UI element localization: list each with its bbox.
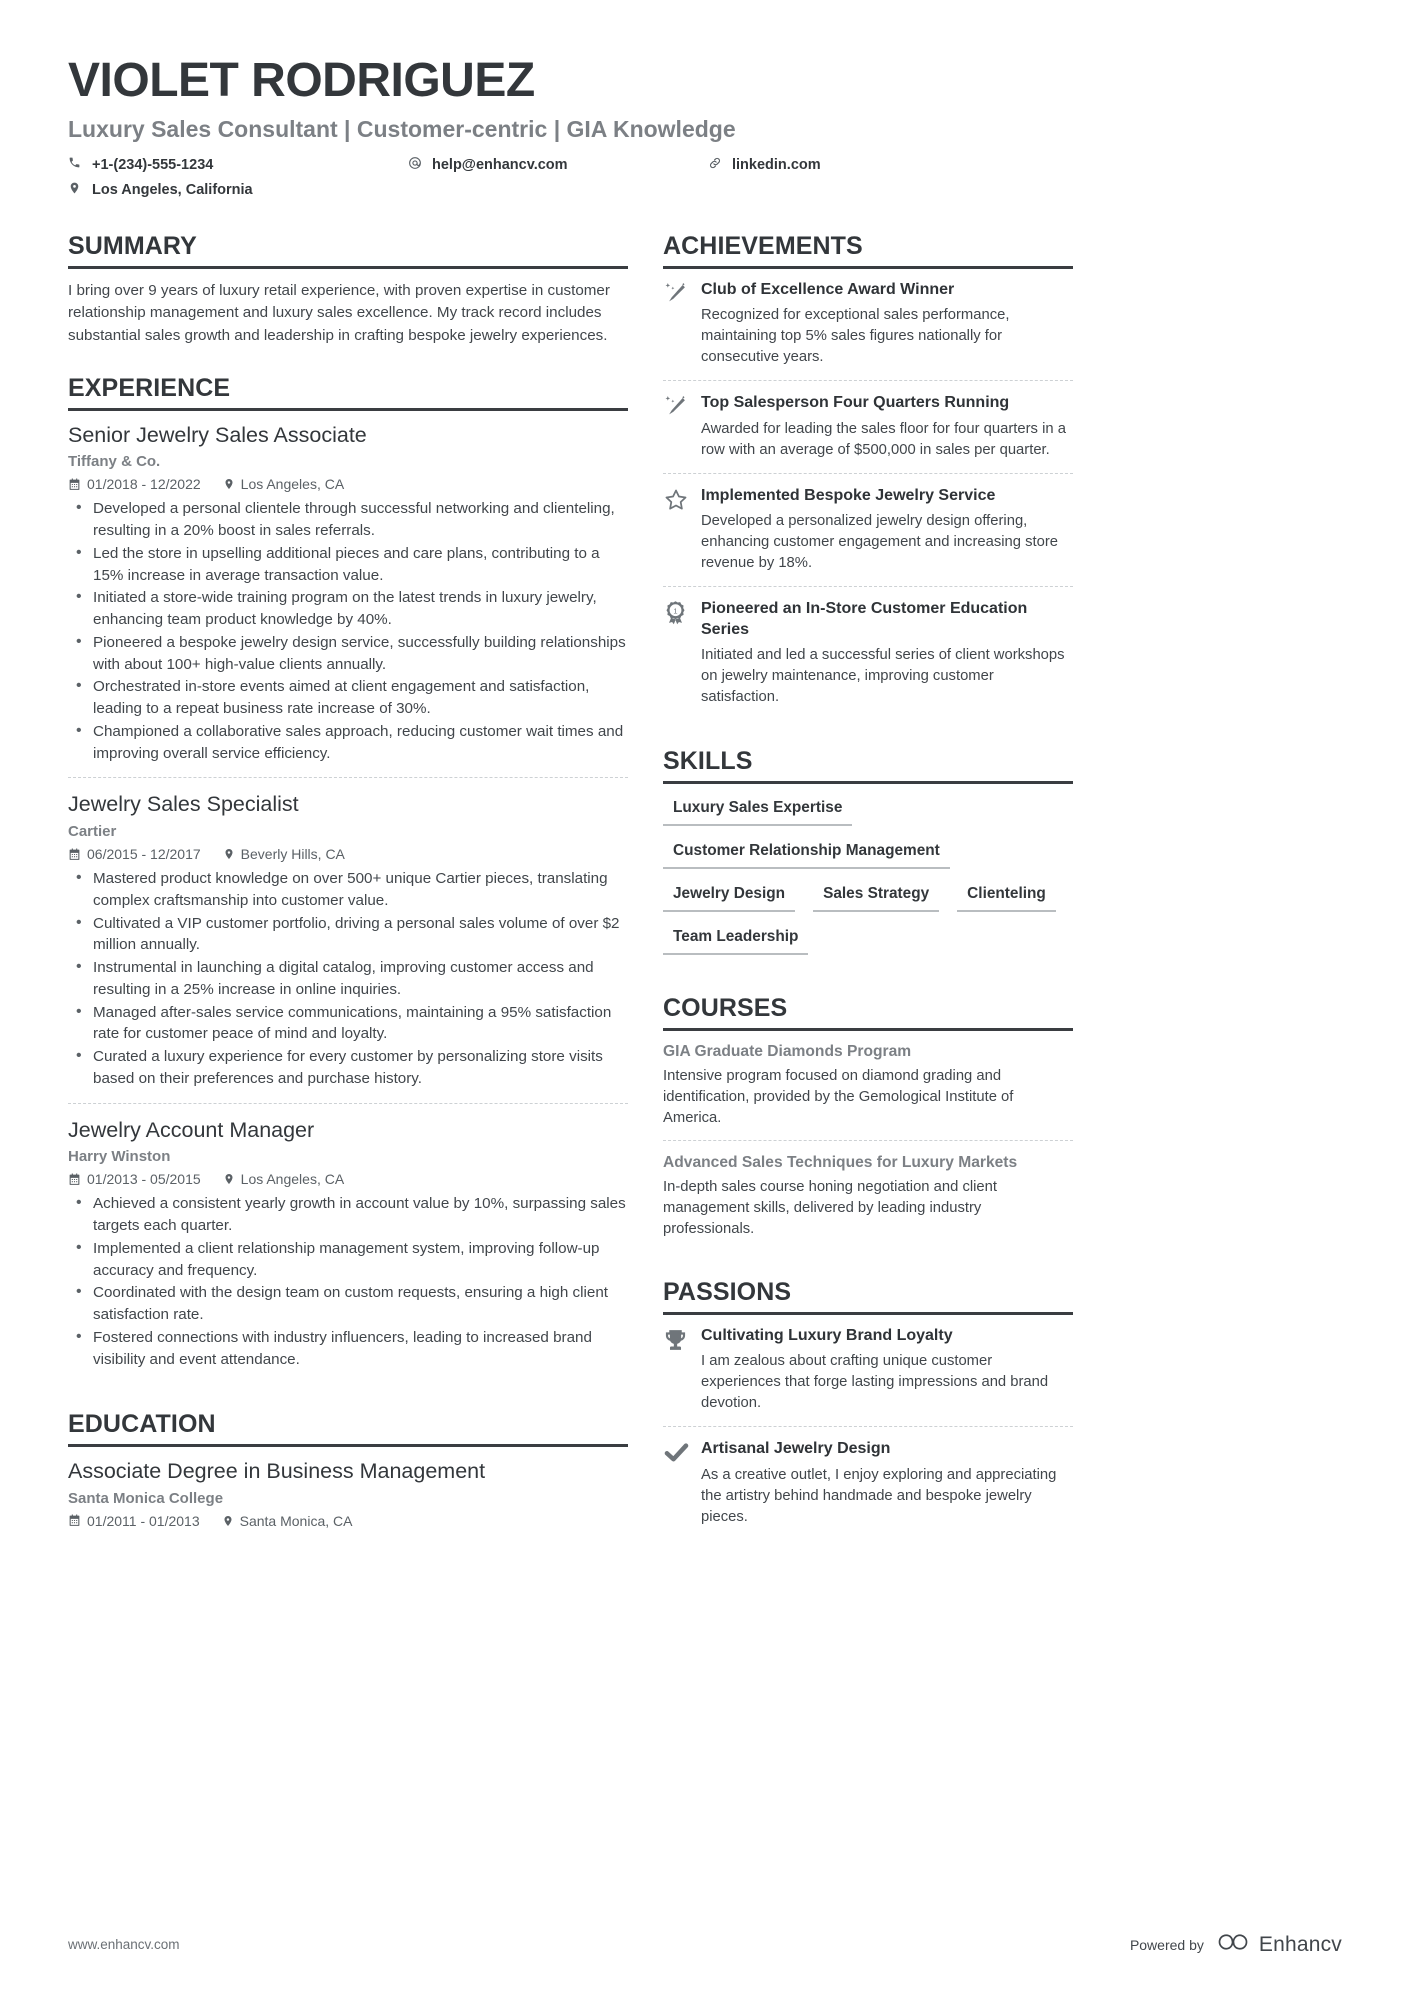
skills-section-title: SKILLS xyxy=(663,747,1073,784)
education-school: Santa Monica College xyxy=(68,1489,224,1507)
list-item: • Cultivated a VIP customer portfolio, driving a personal sales volume of over $2 million annually. xyxy=(68,913,628,956)
course-item xyxy=(663,1042,1073,1140)
section-skills xyxy=(663,747,1073,967)
email-icon xyxy=(408,155,425,170)
check-icon xyxy=(663,1439,701,1527)
experience-role: Senior Jewelry Sales Associate xyxy=(68,422,367,447)
course-description: In-depth sales course honing negotiation and client management skills, delivered by leading industry professionals. xyxy=(663,1179,997,1238)
experience-entry xyxy=(68,777,628,1102)
education-list xyxy=(68,1458,628,1541)
skill-tag: Customer Relationship Management xyxy=(663,838,950,869)
resume-header xyxy=(68,55,1342,206)
footer-brand-area xyxy=(1130,1931,1342,1958)
section-achievements xyxy=(663,232,1073,720)
list-item: • Achieved a consistent yearly growth in account value by 10%, surpassing sales targets each quarter. xyxy=(68,1193,628,1236)
achievement-item xyxy=(663,380,1073,472)
list-item: • Managed after-sales service communications, maintaining a 95% satisfaction rate for customer peace of mind and loyalty. xyxy=(68,1002,628,1045)
list-item: • Pioneered a bespoke jewelry design service, successfully building relationships with about 100+ high-value clients annually. xyxy=(68,632,628,675)
passion-body xyxy=(701,1326,1073,1414)
contact-linkedin[interactable] xyxy=(708,155,988,177)
education-location xyxy=(222,1513,353,1529)
professional-headline: Luxury Sales Consultant | Customer-centric | GIA Knowledge xyxy=(68,115,736,142)
magic-wand-icon xyxy=(663,393,701,460)
passion-body xyxy=(701,1439,1073,1527)
contact-phone-value: +1-(234)-555-1234 xyxy=(92,156,214,173)
skill-tag: Sales Strategy xyxy=(813,881,939,912)
list-item: • Led the store in upselling additional pieces and care plans, contributing to a 15% increase in average transaction value. xyxy=(68,543,628,586)
education-section-title: EDUCATION xyxy=(68,1410,628,1447)
course-title: GIA Graduate Diamonds Program xyxy=(663,1042,912,1060)
experience-dates-value: 01/2013 - 05/2015 xyxy=(87,1171,201,1188)
achievement-title: Club of Excellence Award Winner xyxy=(701,280,955,298)
section-courses xyxy=(663,994,1073,1251)
list-item: • Mastered product knowledge on over 500+ unique Cartier pieces, translating complex craftsmanship into customer value. xyxy=(68,868,628,911)
experience-bullets xyxy=(68,1193,628,1370)
experience-location xyxy=(223,476,345,492)
right-column xyxy=(663,232,1073,1545)
achievement-item xyxy=(663,473,1073,586)
link-icon xyxy=(708,155,725,170)
summary-section-title: SUMMARY xyxy=(68,232,628,269)
education-degree: Associate Degree in Business Management xyxy=(68,1459,486,1484)
star-icon xyxy=(663,486,701,574)
calendar-icon xyxy=(68,848,81,861)
experience-location xyxy=(223,1171,345,1187)
experience-dates xyxy=(68,1171,201,1187)
contact-location-value: Los Angeles, California xyxy=(92,182,253,199)
calendar-icon xyxy=(68,1514,81,1527)
experience-dates-value: 01/2018 - 12/2022 xyxy=(87,476,201,493)
section-education xyxy=(68,1410,628,1541)
experience-section-title: EXPERIENCE xyxy=(68,374,628,411)
phone-icon xyxy=(68,155,85,169)
list-item: • Fostered connections with industry influencers, leading to increased brand visibility and event attendance. xyxy=(68,1327,628,1370)
list-item: • Instrumental in launching a digital catalog, improving customer access and resulting in a 25% increase in online inquiries. xyxy=(68,957,628,1000)
achievement-title: Implemented Bespoke Jewelry Service xyxy=(701,486,996,504)
achievement-body xyxy=(701,599,1073,708)
skill-tag: Luxury Sales Expertise xyxy=(663,795,852,826)
list-item: • Curated a luxury experience for every customer by personalizing store visits based on their preferences and purchase history. xyxy=(68,1046,628,1089)
achievement-item xyxy=(663,586,1073,720)
summary-text: I bring over 9 years of luxury retail experience, with proven expertise in customer relationship management and luxury sales excellence. My track record includes substantial sales growth and leadership in crafting bespoke jewelry experiences. xyxy=(68,281,610,344)
skill-tag: Clienteling xyxy=(957,881,1056,912)
courses-list xyxy=(663,1042,1073,1252)
contact-email-value: help@enhancv.com xyxy=(432,156,568,173)
course-title: Advanced Sales Techniques for Luxury Markets xyxy=(663,1153,1018,1171)
experience-list xyxy=(68,422,628,1384)
contact-linkedin-value: linkedin.com xyxy=(732,156,821,173)
courses-section-title: COURSES xyxy=(663,994,1073,1031)
course-item xyxy=(663,1140,1073,1251)
passion-description: I am zealous about crafting unique customer experiences that forge lasting impressions and brand devotion. xyxy=(701,1353,1049,1412)
achievement-body xyxy=(701,280,1073,368)
location-icon xyxy=(223,847,235,861)
magic-wand-icon xyxy=(663,280,701,368)
education-dates-value: 01/2011 - 01/2013 xyxy=(87,1512,200,1529)
experience-company: Cartier xyxy=(68,823,117,841)
experience-bullets xyxy=(68,498,628,764)
experience-entry xyxy=(68,422,628,778)
experience-meta xyxy=(68,476,628,492)
experience-company: Harry Winston xyxy=(68,1148,171,1166)
experience-location-value: Los Angeles, CA xyxy=(240,476,345,493)
trophy-icon xyxy=(663,1326,701,1414)
powered-by-label: Powered by xyxy=(1129,1936,1204,1953)
list-item: • Championed a collaborative sales approach, reducing customer wait times and improving overall service efficiency. xyxy=(68,721,628,764)
achievement-title: Top Salesperson Four Quarters Running xyxy=(701,394,1010,412)
achievement-body xyxy=(701,486,1073,574)
left-column xyxy=(68,232,663,1545)
enhancv-brand-name: Enhancv xyxy=(1258,1932,1342,1956)
skill-tag: Team Leadership xyxy=(663,924,808,955)
contact-email[interactable] xyxy=(408,155,708,177)
list-item: • Implemented a client relationship management system, improving follow-up accuracy and frequency. xyxy=(68,1238,628,1281)
list-item: • Orchestrated in-store events aimed at client engagement and satisfaction, leading to a repeat business rate increase of 30%. xyxy=(68,676,628,719)
location-icon xyxy=(223,1172,235,1186)
experience-company: Tiffany & Co. xyxy=(68,453,161,471)
passions-list xyxy=(663,1326,1073,1540)
education-dates xyxy=(68,1513,200,1529)
experience-dates xyxy=(68,846,201,862)
list-item: • Initiated a store-wide training program on the latest trends in luxury jewelry, enhancing team product knowledge by 40%. xyxy=(68,587,628,630)
achievement-item xyxy=(663,280,1073,380)
contact-info xyxy=(68,155,1028,207)
achievements-section-title: ACHIEVEMENTS xyxy=(663,232,1073,269)
achievement-description: Developed a personalized jewelry design offering, enhancing customer engagement and increasing store revenue by 18%. xyxy=(701,513,1058,572)
enhancv-brand xyxy=(1215,1931,1342,1958)
experience-dates-value: 06/2015 - 12/2017 xyxy=(87,846,201,863)
achievement-body xyxy=(701,393,1073,460)
passion-item xyxy=(663,1326,1073,1426)
experience-location-value: Beverly Hills, CA xyxy=(240,846,345,863)
section-summary xyxy=(68,232,628,347)
experience-meta xyxy=(68,1171,628,1187)
contact-phone[interactable] xyxy=(68,155,408,177)
achievement-title: Pioneered an In-Store Customer Education Series xyxy=(701,600,1028,638)
footer-url[interactable]: www.enhancv.com xyxy=(68,1937,180,1952)
education-location-value: Santa Monica, CA xyxy=(239,1512,353,1529)
experience-bullets xyxy=(68,868,628,1089)
calendar-icon xyxy=(68,1173,81,1186)
location-icon xyxy=(223,477,235,491)
skill-tag: Jewelry Design xyxy=(663,881,795,912)
list-item: • Coordinated with the design team on custom requests, ensuring a high client satisfaction rate. xyxy=(68,1282,628,1325)
contact-location xyxy=(68,180,408,202)
page-footer xyxy=(68,1931,1342,1958)
passion-description: As a creative outlet, I enjoy exploring and appreciating the artistry behind handmade and bespoke jewelry pieces. xyxy=(701,1466,1057,1525)
achievements-list xyxy=(663,280,1073,720)
achievement-description: Awarded for leading the sales floor for four quarters in a row with an average of $500,000 in sales per quarter. xyxy=(701,420,1066,458)
passion-item xyxy=(663,1426,1073,1539)
section-passions xyxy=(663,1278,1073,1540)
passions-section-title: PASSIONS xyxy=(663,1278,1073,1315)
enhancv-logo-icon xyxy=(1215,1931,1251,1958)
calendar-icon xyxy=(68,478,81,491)
experience-entry xyxy=(68,1103,628,1384)
list-item: • Developed a personal clientele through successful networking and clienteling, resulting in a 20% boost in sales referrals. xyxy=(68,498,628,541)
svg-text:1: 1 xyxy=(673,606,678,616)
passion-title: Artisanal Jewelry Design xyxy=(701,1440,891,1458)
award-ribbon-icon xyxy=(663,599,701,708)
skills-list xyxy=(663,795,1073,967)
passion-title: Cultivating Luxury Brand Loyalty xyxy=(701,1326,953,1344)
education-meta xyxy=(68,1513,628,1529)
education-entry xyxy=(68,1458,628,1541)
achievement-description: Initiated and led a successful series of client workshops on jewelry maintenance, improving customer satisfaction. xyxy=(701,647,1065,706)
experience-location xyxy=(223,846,345,862)
resume-body xyxy=(68,232,1342,1545)
section-experience xyxy=(68,374,628,1383)
location-icon xyxy=(68,180,85,195)
course-description: Intensive program focused on diamond grading and identification, provided by the Gemological Institute of America. xyxy=(663,1067,1014,1126)
experience-dates xyxy=(68,476,201,492)
experience-role: Jewelry Sales Specialist xyxy=(68,792,299,817)
achievement-description: Recognized for exceptional sales performance, maintaining top 5% sales figures nationally for consecutive years. xyxy=(701,307,1010,366)
page-title: VIOLET RODRIGUEZ xyxy=(68,54,535,107)
experience-role: Jewelry Account Manager xyxy=(68,1117,315,1142)
location-icon xyxy=(222,1514,234,1528)
experience-meta xyxy=(68,846,628,862)
experience-location-value: Los Angeles, CA xyxy=(240,1171,345,1188)
